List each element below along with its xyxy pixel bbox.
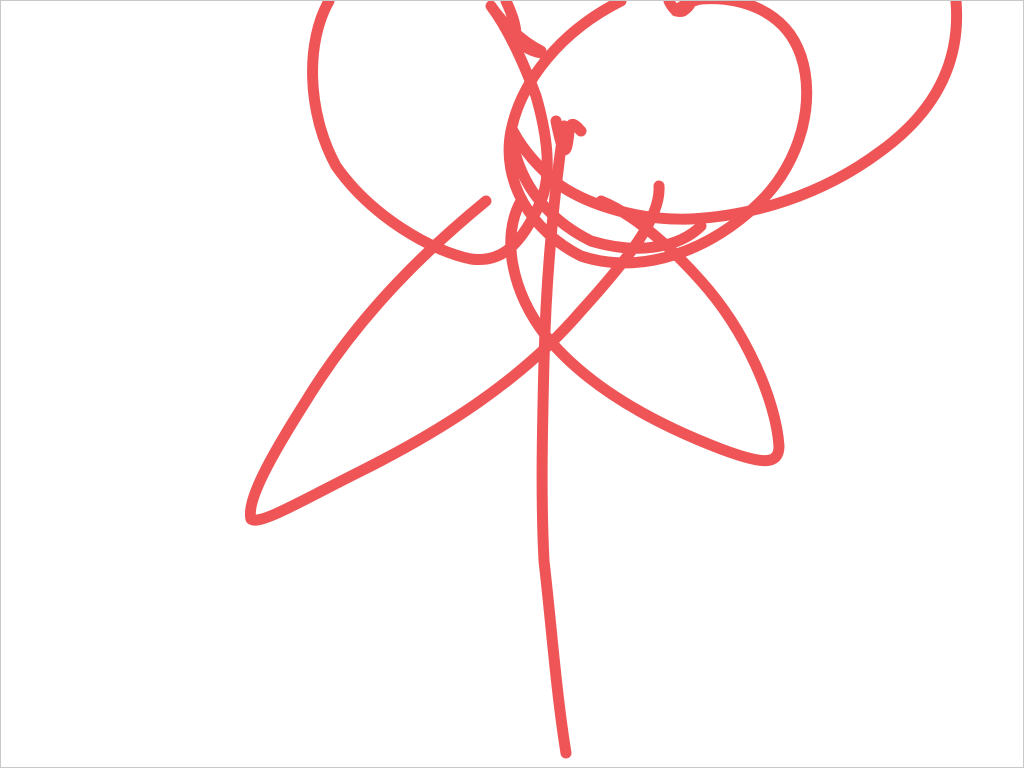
flower-drawing [1,1,1024,769]
stamen-curl-left [556,121,581,150]
petal-left-lower [250,186,659,520]
